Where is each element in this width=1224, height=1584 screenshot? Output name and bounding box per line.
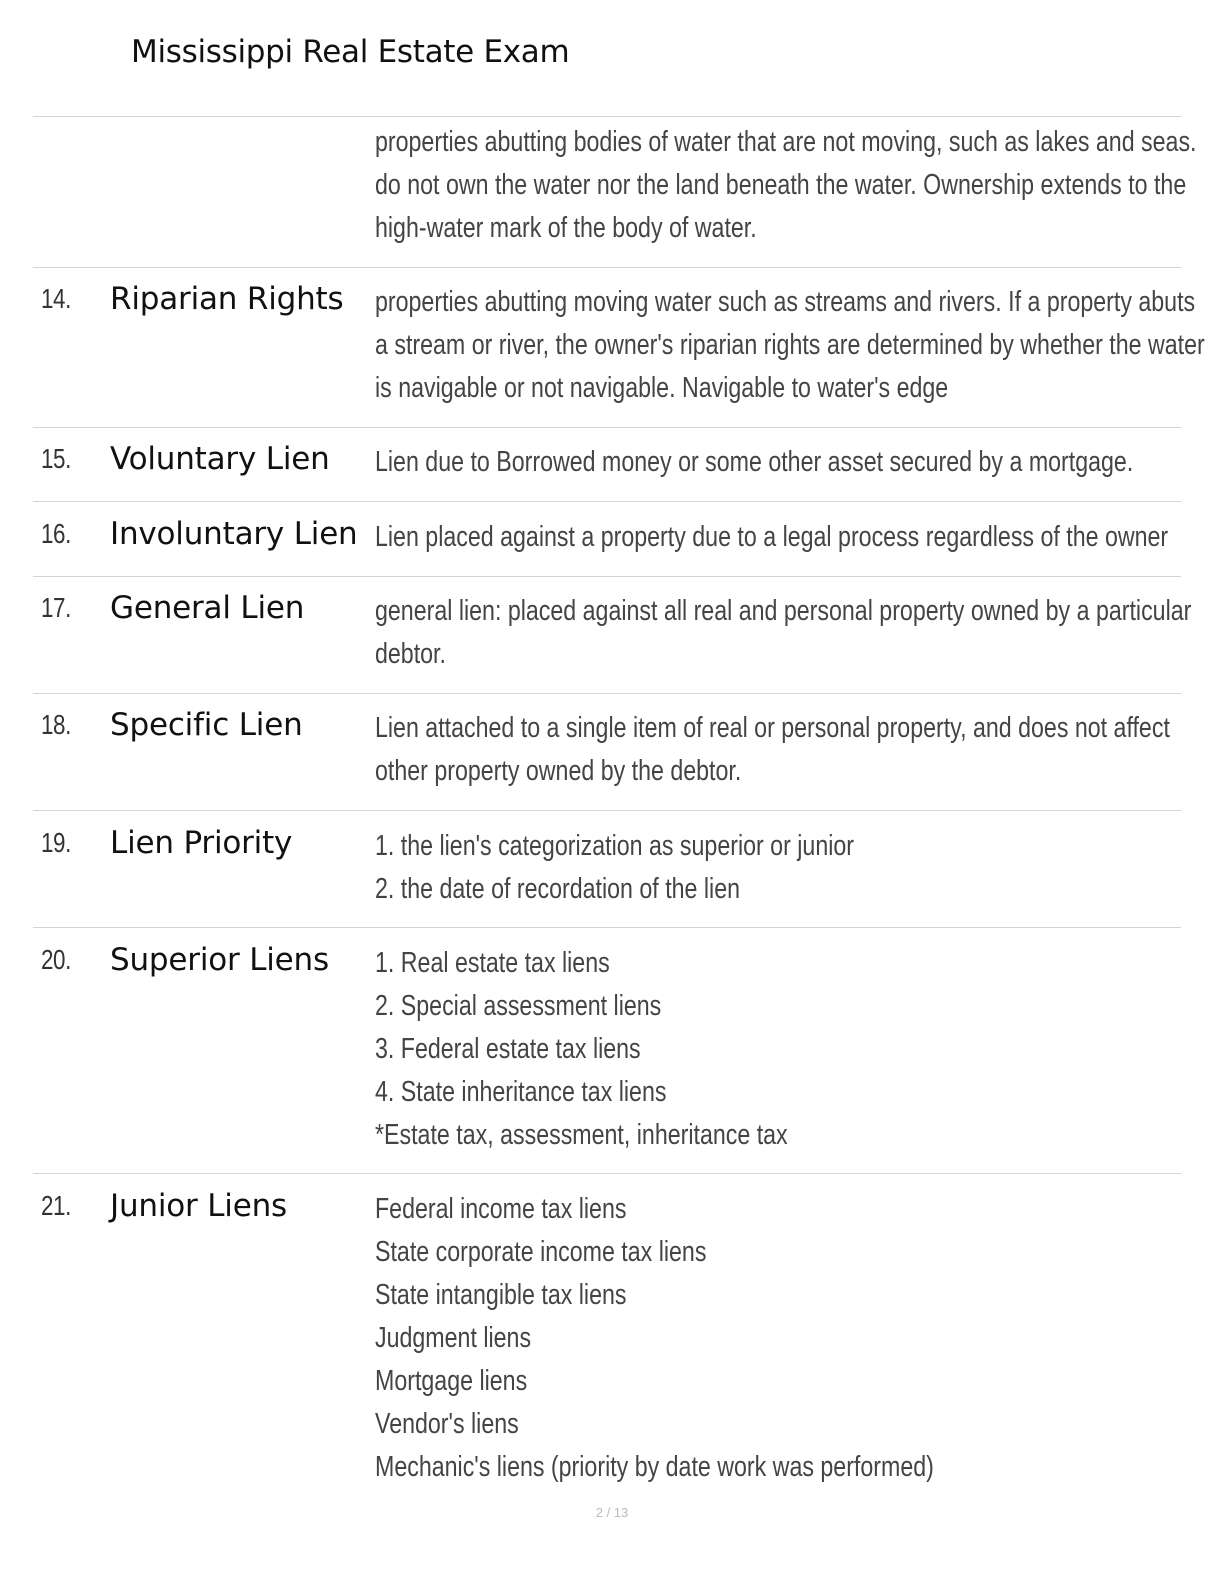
divider: [33, 267, 1181, 268]
entry-term: Junior Liens: [110, 1188, 287, 1224]
entry-number: 19.: [41, 827, 71, 858]
definition-line: State intangible tax liens: [375, 1279, 627, 1311]
definition-line: State corporate income tax liens: [375, 1236, 707, 1268]
definition-line: other property owned by the debtor.: [375, 755, 742, 787]
definition-line: 2. the date of recordation of the lien: [375, 873, 741, 905]
definition-line: Mechanic's liens (priority by date work was performed): [375, 1451, 934, 1483]
definition-line: general lien: placed against all real and personal property owned by a particular: [375, 595, 1192, 627]
entry-definition: [375, 590, 1192, 676]
divider: [33, 501, 1181, 502]
definition-line: Federal income tax liens: [375, 1193, 627, 1225]
definition-line: *Estate tax, assessment, inheritance tax: [375, 1119, 788, 1151]
definition-line: 3. Federal estate tax liens: [375, 1033, 641, 1065]
definition-line: 1. the lien's categorization as superior or junior: [375, 830, 854, 862]
divider: [33, 576, 1181, 577]
entry-number: 21.: [41, 1190, 71, 1221]
page-number: 2 / 13: [595, 1505, 629, 1520]
entry-term: Riparian Rights: [110, 281, 344, 317]
definition-line: a stream or river, the owner's riparian rights are determined by whether the water: [375, 329, 1205, 361]
page-title: Mississippi Real Estate Exam: [131, 34, 570, 70]
divider: [33, 1173, 1181, 1174]
definition-line: Vendor's liens: [375, 1408, 519, 1440]
entry-definition: [375, 707, 1170, 793]
entry-term: Voluntary Lien: [110, 441, 330, 477]
definition-line: is navigable or not navigable. Navigable to water's edge: [375, 372, 949, 404]
definition-line: Judgment liens: [375, 1322, 532, 1354]
definition-line: Lien due to Borrowed money or some other asset secured by a mortgage.: [375, 446, 1134, 478]
divider: [33, 693, 1181, 694]
divider: [33, 810, 1181, 811]
definition-line: Lien attached to a single item of real or personal property, and does not affect: [375, 712, 1170, 744]
definition-line: Lien placed against a property due to a legal process regardless of the owner: [375, 521, 1169, 553]
definition-line: Mortgage liens: [375, 1365, 528, 1397]
entry-term: Lien Priority: [110, 825, 293, 861]
definition-line: debtor.: [375, 638, 446, 670]
entry-term: Specific Lien: [110, 707, 303, 743]
divider: [33, 927, 1181, 928]
divider: [33, 427, 1181, 428]
entry-term: Superior Liens: [110, 942, 329, 978]
definition-line: high-water mark of the body of water.: [375, 212, 757, 244]
continuation-definition: [375, 121, 1197, 250]
entry-term: General Lien: [110, 590, 305, 626]
entry-term: Involuntary Lien: [110, 516, 358, 552]
entry-definition: [375, 516, 1167, 559]
entry-definition: [375, 281, 1205, 410]
definition-line: properties abutting bodies of water that are not moving, such as lakes and seas.: [375, 126, 1197, 158]
entry-number: 15.: [41, 443, 71, 474]
entry-number: 16.: [41, 518, 71, 549]
definition-line: 4. State inheritance tax liens: [375, 1076, 667, 1108]
entry-definition: [375, 1188, 1167, 1489]
definition-line: 1. Real estate tax liens: [375, 947, 610, 979]
divider: [33, 116, 1181, 117]
entry-number: 18.: [41, 709, 71, 740]
definition-line: 2. Special assessment liens: [375, 990, 662, 1022]
definition-line: do not own the water nor the land beneath the water. Ownership extends to the: [375, 169, 1187, 201]
definition-line: properties abutting moving water such as streams and rivers. If a property abuts: [375, 286, 1196, 318]
entry-definition: [375, 441, 1167, 484]
entry-number: 17.: [41, 592, 71, 623]
entry-number: 14.: [41, 283, 71, 314]
entry-number: 20.: [41, 944, 71, 975]
entry-definition: [375, 825, 1167, 911]
entry-definition: [375, 942, 1167, 1157]
